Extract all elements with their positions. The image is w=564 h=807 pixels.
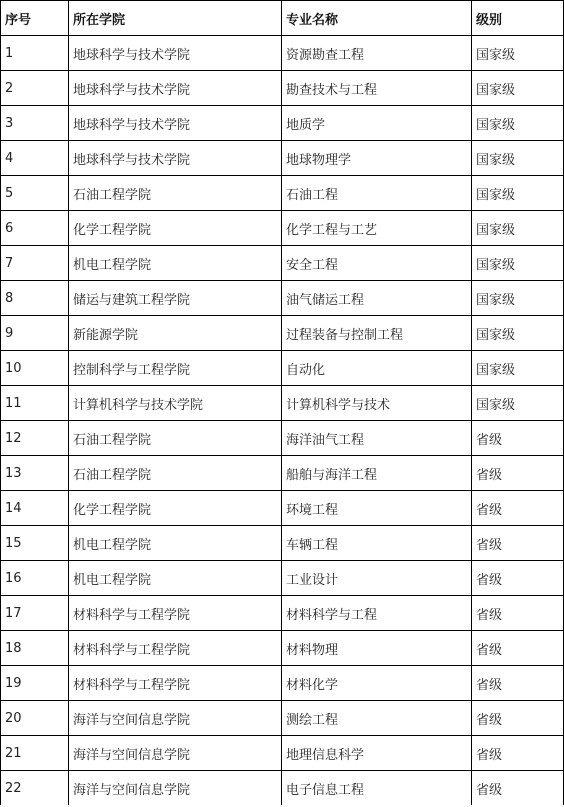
cell-index: 15 xyxy=(1,526,69,561)
cell-index: 6 xyxy=(1,211,69,246)
cell-index: 10 xyxy=(1,351,69,386)
cell-major: 石油工程 xyxy=(282,176,472,211)
cell-major: 船舶与海洋工程 xyxy=(282,456,472,491)
header-college: 所在学院 xyxy=(69,1,282,36)
header-row xyxy=(1,1,564,36)
cell-major: 材料物理 xyxy=(282,631,472,666)
cell-index: 20 xyxy=(1,701,69,736)
table-row xyxy=(1,351,564,386)
cell-college: 石油工程学院 xyxy=(69,176,282,211)
cell-major: 资源勘查工程 xyxy=(282,36,472,71)
cell-index: 8 xyxy=(1,281,69,316)
cell-major: 测绘工程 xyxy=(282,701,472,736)
cell-level: 国家级 xyxy=(472,106,564,141)
cell-index: 16 xyxy=(1,561,69,596)
cell-college: 海洋与空间信息学院 xyxy=(69,701,282,736)
table-row xyxy=(1,701,564,736)
table-row xyxy=(1,736,564,771)
cell-major: 地质学 xyxy=(282,106,472,141)
cell-college: 储运与建筑工程学院 xyxy=(69,281,282,316)
cell-level: 国家级 xyxy=(472,71,564,106)
cell-college: 地球科学与技术学院 xyxy=(69,71,282,106)
table-row xyxy=(1,596,564,631)
table-row xyxy=(1,106,564,141)
table-row xyxy=(1,421,564,456)
cell-level: 省级 xyxy=(472,491,564,526)
cell-index: 4 xyxy=(1,141,69,176)
table-row xyxy=(1,386,564,421)
table-body xyxy=(1,36,564,806)
cell-college: 地球科学与技术学院 xyxy=(69,36,282,71)
cell-index: 1 xyxy=(1,36,69,71)
cell-college: 控制科学与工程学院 xyxy=(69,351,282,386)
table-row xyxy=(1,526,564,561)
cell-major: 化学工程与工艺 xyxy=(282,211,472,246)
cell-index: 19 xyxy=(1,666,69,701)
cell-index: 7 xyxy=(1,246,69,281)
cell-college: 计算机科学与技术学院 xyxy=(69,386,282,421)
cell-level: 国家级 xyxy=(472,211,564,246)
cell-level: 国家级 xyxy=(472,36,564,71)
cell-major: 环境工程 xyxy=(282,491,472,526)
table-row xyxy=(1,71,564,106)
cell-level: 省级 xyxy=(472,771,564,806)
table-row xyxy=(1,666,564,701)
cell-college: 材料科学与工程学院 xyxy=(69,666,282,701)
cell-level: 省级 xyxy=(472,421,564,456)
cell-major: 安全工程 xyxy=(282,246,472,281)
cell-level: 省级 xyxy=(472,736,564,771)
cell-index: 9 xyxy=(1,316,69,351)
cell-major: 地球物理学 xyxy=(282,141,472,176)
cell-level: 国家级 xyxy=(472,281,564,316)
cell-level: 省级 xyxy=(472,701,564,736)
table-row xyxy=(1,211,564,246)
cell-major: 油气储运工程 xyxy=(282,281,472,316)
header-major: 专业名称 xyxy=(282,1,472,36)
table-header xyxy=(1,1,564,36)
cell-college: 化学工程学院 xyxy=(69,491,282,526)
cell-major: 勘查技术与工程 xyxy=(282,71,472,106)
cell-college: 海洋与空间信息学院 xyxy=(69,736,282,771)
cell-level: 省级 xyxy=(472,526,564,561)
table-row xyxy=(1,561,564,596)
cell-major: 自动化 xyxy=(282,351,472,386)
cell-college: 海洋与空间信息学院 xyxy=(69,771,282,806)
cell-index: 17 xyxy=(1,596,69,631)
cell-college: 新能源学院 xyxy=(69,316,282,351)
cell-index: 21 xyxy=(1,736,69,771)
cell-index: 2 xyxy=(1,71,69,106)
cell-index: 22 xyxy=(1,771,69,806)
cell-level: 国家级 xyxy=(472,176,564,211)
cell-index: 3 xyxy=(1,106,69,141)
cell-index: 14 xyxy=(1,491,69,526)
cell-level: 国家级 xyxy=(472,386,564,421)
cell-level: 国家级 xyxy=(472,246,564,281)
cell-college: 机电工程学院 xyxy=(69,561,282,596)
header-index: 序号 xyxy=(1,1,69,36)
cell-college: 石油工程学院 xyxy=(69,421,282,456)
cell-college: 地球科学与技术学院 xyxy=(69,106,282,141)
cell-college: 机电工程学院 xyxy=(69,246,282,281)
cell-major: 电子信息工程 xyxy=(282,771,472,806)
cell-level: 省级 xyxy=(472,596,564,631)
cell-index: 5 xyxy=(1,176,69,211)
table-row xyxy=(1,36,564,71)
cell-major: 地理信息科学 xyxy=(282,736,472,771)
cell-level: 省级 xyxy=(472,456,564,491)
cell-index: 12 xyxy=(1,421,69,456)
cell-college: 化学工程学院 xyxy=(69,211,282,246)
cell-index: 13 xyxy=(1,456,69,491)
cell-college: 石油工程学院 xyxy=(69,456,282,491)
cell-college: 机电工程学院 xyxy=(69,526,282,561)
cell-major: 过程装备与控制工程 xyxy=(282,316,472,351)
cell-major: 材料科学与工程 xyxy=(282,596,472,631)
table-row xyxy=(1,771,564,806)
table-row xyxy=(1,246,564,281)
cell-major: 车辆工程 xyxy=(282,526,472,561)
cell-college: 材料科学与工程学院 xyxy=(69,631,282,666)
cell-index: 11 xyxy=(1,386,69,421)
cell-major: 材料化学 xyxy=(282,666,472,701)
cell-level: 省级 xyxy=(472,561,564,596)
table-row xyxy=(1,456,564,491)
cell-index: 18 xyxy=(1,631,69,666)
cell-level: 国家级 xyxy=(472,141,564,176)
cell-college: 材料科学与工程学院 xyxy=(69,596,282,631)
cell-level: 国家级 xyxy=(472,351,564,386)
cell-level: 省级 xyxy=(472,631,564,666)
cell-college: 地球科学与技术学院 xyxy=(69,141,282,176)
cell-major: 工业设计 xyxy=(282,561,472,596)
cell-major: 计算机科学与技术 xyxy=(282,386,472,421)
table-row xyxy=(1,141,564,176)
cell-major: 海洋油气工程 xyxy=(282,421,472,456)
table-row xyxy=(1,281,564,316)
cell-level: 省级 xyxy=(472,666,564,701)
table-row xyxy=(1,316,564,351)
table-row xyxy=(1,491,564,526)
table-row xyxy=(1,176,564,211)
cell-level: 国家级 xyxy=(472,316,564,351)
table-row xyxy=(1,631,564,666)
header-level: 级别 xyxy=(472,1,564,36)
